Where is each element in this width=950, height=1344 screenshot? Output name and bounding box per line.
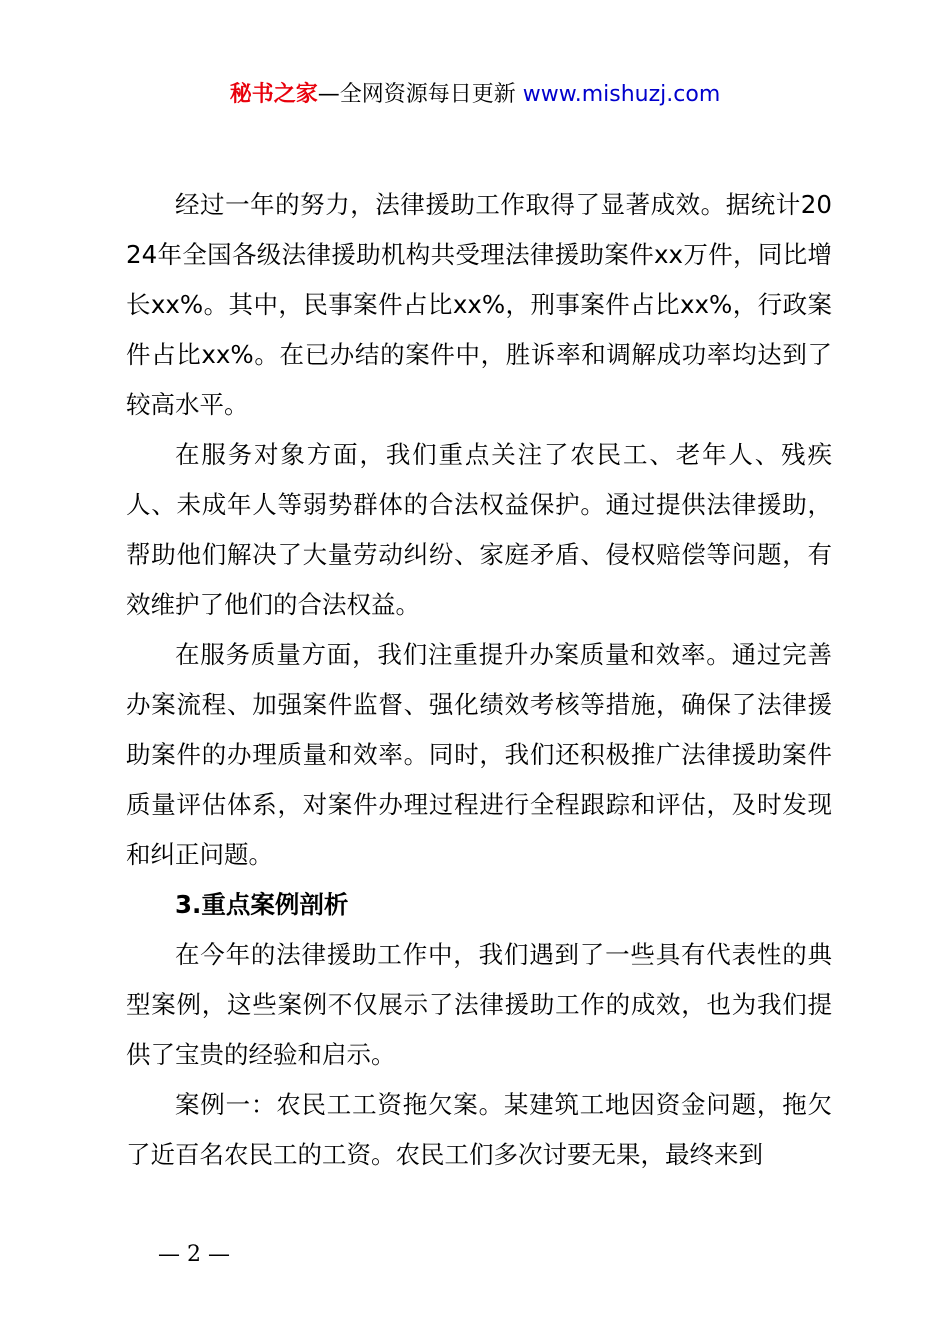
body-paragraph: 在服务质量方面，我们注重提升办案质量和效率。通过完善办案流程、加强案件监督、强化绩效考核等措施，确保了法律援助案件的办理质量和效率。同时，我们还积极推广法律援助案件质量评估体系，对案件办理过程进行全程跟踪和评估，及时发现和纠正问题。 xyxy=(126,640,832,869)
site-url-link[interactable]: www.mishuzj.com xyxy=(522,82,721,107)
header-tagline: —全网资源每日更新 xyxy=(317,82,516,107)
body-paragraph: 案例一：农民工工资拖欠案。某建筑工地因资金问题，拖欠了近百名农民工的工资。农民工们多次讨要无果，最终来到 xyxy=(126,1090,832,1169)
brand-name: 秘书之家 xyxy=(229,82,318,107)
site-header xyxy=(0,78,950,112)
document-body xyxy=(126,180,832,1180)
section-heading: 3.重点案例剖析 xyxy=(175,890,349,919)
page-number: — 2 — xyxy=(158,1242,230,1267)
body-paragraph: 经过一年的努力，法律援助工作取得了显著成效。据统计2024年全国各级法律援助机构共受理法律援助案件xx万件，同比增长xx%。其中，民事案件占比xx%，刑事案件占比xx%，行政案件占比xx%。在已办结的案件中，胜诉率和调解成功率均达到了较高水平。 xyxy=(126,190,832,419)
body-paragraph: 在今年的法律援助工作中，我们遇到了一些具有代表性的典型案例，这些案例不仅展示了法律援助工作的成效，也为我们提供了宝贵的经验和启示。 xyxy=(126,940,832,1069)
body-paragraph: 在服务对象方面，我们重点关注了农民工、老年人、残疾人、未成年人等弱势群体的合法权益保护。通过提供法律援助，帮助他们解决了大量劳动纠纷、家庭矛盾、侵权赔偿等问题，有效维护了他们的合法权益。 xyxy=(126,440,832,619)
